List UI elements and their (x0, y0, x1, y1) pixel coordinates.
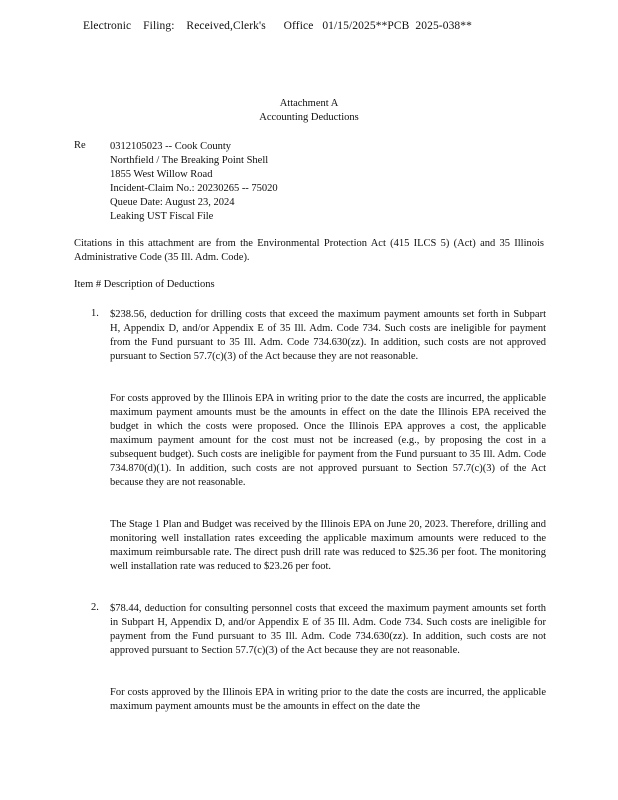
citations-paragraph: Citations in this attachment are from the Environmental Protection Act (415 ILCS 5) (Act) and 35 Illinois Administrative Code (35 Ill. Adm. Code). (74, 238, 544, 263)
re-line: 0312105023 -- Cook County (110, 141, 232, 152)
item-number: 1. (91, 308, 99, 319)
attachment-subtitle: Accounting Deductions (259, 112, 359, 123)
item-1-paragraph-1: $238.56, deduction for drilling costs that exceed the maximum payment amounts set forth in Subpart H, Appendix D, and/or Appendix E of 35 Ill. Adm. Code 734. Such costs are ineligible for payment from the Fund pursuant to 35 Ill. Adm. Code 734.630(zz). In addition, such costs are not approved pursuant to Section 57.7(c)(3) of the Act because they are not reasonable. (110, 309, 546, 362)
re-line: Incident-Claim No.: 20230265 -- 75020 (110, 183, 278, 194)
re-label: Re (74, 140, 86, 151)
item-1-paragraph-2: For costs approved by the Illinois EPA in writing prior to the date the costs are incurred, the applicable maximum payment amounts must be the amounts in effect on the date the Illinois EPA received the budget in which the costs were proposed. Once the Illinois EPA approves a cost, the applicable maximum payment amount for the cost must not be increased (e.g., by proposing the cost in a subsequent budget). Such costs are ineligible for payment from the Fund pursuant to 35 Ill. Adm. Code 734.870(d)(1). In addition, such costs are not approved pursuant to Section 57.7(c)(3) of the Act because they are not reasonable. (110, 393, 546, 488)
item-number: 2. (91, 602, 99, 613)
item-header: Item # Description of Deductions (74, 279, 215, 290)
re-line: Leaking UST Fiscal File (110, 211, 214, 222)
item-1-paragraph-3: The Stage 1 Plan and Budget was received by the Illinois EPA on June 20, 2023. Therefore, drilling and monitoring well installation rates exceeding the applicable maximum amounts were reduced to the maximum reimbursable rate. The direct push drill rate was reduced to $25.36 per foot. The monitoring well installation rate was reduced to $23.26 per foot. (110, 519, 546, 572)
attachment-title: Attachment A (279, 98, 339, 109)
re-line: Queue Date: August 23, 2024 (110, 197, 235, 208)
re-block (110, 140, 278, 224)
filing-stamp: Electronic Filing: Received,Clerk's Office 01/15/2025**PCB 2025-038** (83, 20, 472, 32)
item-2-paragraph-1: $78.44, deduction for consulting personnel costs that exceed the maximum payment amounts set forth in Subpart H, Appendix D, and/or Appendix E of 35 Ill. Adm. Code 734. Such costs are ineligible for payment from the Fund pursuant to 35 Ill. Adm. Code 734.630(zz). In addition, such costs are not approved pursuant to Section 57.7(c)(3) of the Act because they are not reasonable. (110, 603, 546, 656)
re-line: Northfield / The Breaking Point Shell (110, 155, 269, 166)
re-line: 1855 West Willow Road (110, 169, 213, 180)
item-2-paragraph-2: For costs approved by the Illinois EPA in writing prior to the date the costs are incurred, the applicable maximum payment amounts must be the amounts in effect on the date the (110, 687, 546, 712)
